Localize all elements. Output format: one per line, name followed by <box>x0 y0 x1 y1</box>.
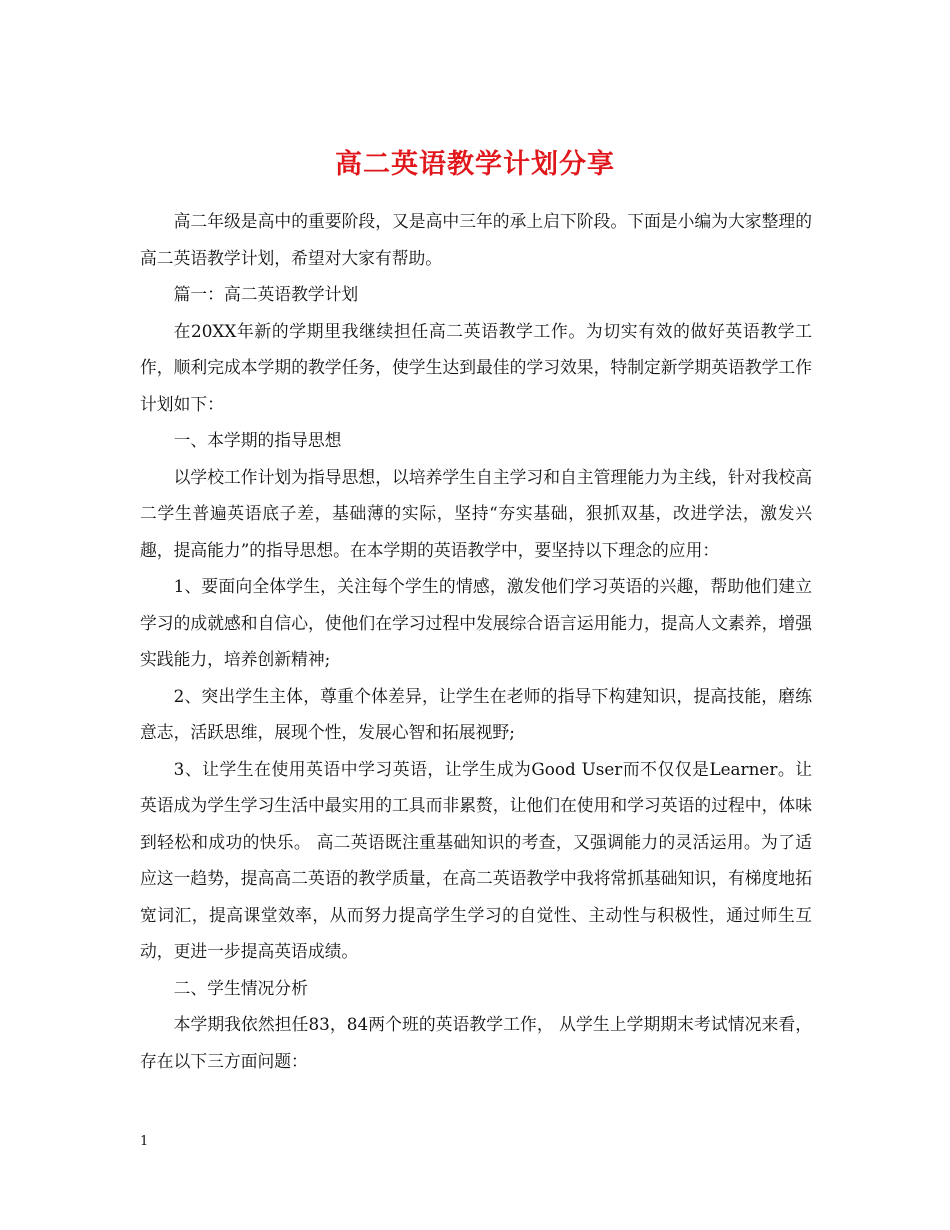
section-heading-guiding-thought: 一、本学期的指导思想 <box>173 430 342 450</box>
document-body <box>140 203 812 1079</box>
student-analysis-paragraph: 本学期我依然担任83，84两个班的英语教学工作， 从学生上学期期末考试情况来看，存在以下三方面问题： <box>140 1014 812 1071</box>
page-number: 1 <box>140 1134 149 1149</box>
principle-one-paragraph: 1、要面向全体学生，关注每个学生的情感，激发他们学习英语的兴趣，帮助他们建立学习的成就感和自信心，使他们在学习过程中发展综合语言运用能力，提高人文素养，增强实践能力，培养创新精神; <box>140 576 812 669</box>
section-heading-part-one: 篇一：高二英语教学计划 <box>173 284 359 304</box>
guiding-thought-paragraph: 以学校工作计划为指导思想，以培养学生自主学习和自主管理能力为主线，针对我校高二学生普遍英语底子差，基础薄的实际，坚持“夯实基础，狠抓双基，改进学法，激发兴趣，提高能力”的指导思想。在本学期的英语教学中，要坚持以下理念的应用： <box>140 466 812 560</box>
document-title: 高二英语教学计划分享 <box>335 149 615 181</box>
section-heading-student-analysis: 二、学生情况分析 <box>173 977 308 998</box>
principle-three-paragraph: 3、让学生在使用英语中学习英语，让学生成为Good User而不仅仅是Learner。让英语成为学生学习生活中最实用的工具而非累赘，让他们在使用和学习英语的过程中，体味到轻松和成功的快乐。 高二英语既注重基础知识的考查，又强调能力的灵活运用。为了适应这一趋势，提高高二英语的教学质量，在高二英语教学中我将常抓基础知识，有梯度地拓宽词汇，提高课堂效率，从而努力提高学生学习的自觉性、主动性与积极性，通过师生互动，更进一步提高英语成绩。 <box>140 758 812 961</box>
intro-paragraph: 高二年级是高中的重要阶段，又是高中三年的承上启下阶段。下面是小编为大家整理的高二英语教学计划，希望对大家有帮助。 <box>140 211 812 268</box>
plan-overview-paragraph: 在20XX年新的学期里我继续担任高二英语教学工作。为切实有效的做好英语教学工作，顺利完成本学期的教学任务，使学生达到最佳的学习效果，特制定新学期英语教学工作计划如下： <box>140 320 812 414</box>
principle-two-paragraph: 2、突出学生主体，尊重个体差异，让学生在老师的指导下构建知识，提高技能，磨练意志，活跃思维，展现个性，发展心智和拓展视野; <box>140 685 812 742</box>
